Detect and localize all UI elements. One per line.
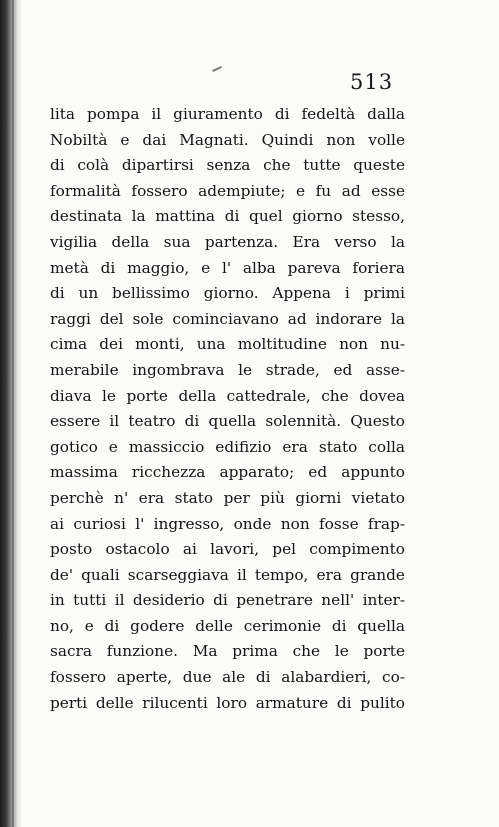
text-line: raggi del sole cominciavano ad indorare la xyxy=(50,309,405,328)
text-line: lita pompa il giuramento di fedeltà dalla xyxy=(50,105,405,123)
text-line: di colà dipartirsi senza che tutte queste xyxy=(50,156,405,175)
text-line: sacra funzione. Ma prima che le porte xyxy=(50,642,405,661)
text-line: vigilia della sua partenza. Era verso la xyxy=(50,232,405,251)
text-line: metà di maggio, e l' alba pareva foriera xyxy=(50,258,405,277)
text-line: Nobiltà e dai Magnati. Quindi non volle xyxy=(50,130,405,149)
text-line: di un bellissimo giorno. Appena i primi xyxy=(50,284,405,303)
text-line: fossero aperte, due ale di alabardieri, co- xyxy=(50,668,405,687)
book-gutter-line xyxy=(12,0,14,827)
text-line: formalità fossero adempiute; e fu ad esse xyxy=(50,181,405,200)
page-number: 513 xyxy=(350,70,394,94)
text-line: destinata la mattina di quel giorno stesso, xyxy=(50,207,405,226)
text-line: merabile ingombrava le strade, ed asse- xyxy=(50,360,405,379)
text-line: perchè n' era stato per più giorni vietato xyxy=(50,488,405,507)
body-text xyxy=(50,102,405,716)
book-spine-shadow xyxy=(0,0,22,827)
text-line: perti delle rilucenti loro armature di pulito xyxy=(50,693,405,712)
text-line: posto ostacolo ai lavori, pel compimento xyxy=(50,540,405,559)
paper-speck xyxy=(212,66,222,72)
text-line: essere il teatro di quella solennità. Questo xyxy=(50,412,405,431)
text-line: in tutti il desiderio di penetrare nell' inter- xyxy=(50,591,405,610)
text-line: massima ricchezza apparato; ed appunto xyxy=(50,463,405,482)
text-line: ai curiosi l' ingresso, onde non fosse frap- xyxy=(50,514,405,533)
text-line: de' quali scarseggiava il tempo, era grande xyxy=(50,565,405,584)
text-line: no, e di godere delle cerimonie di quella xyxy=(50,616,405,635)
text-line: gotico e massiccio edifizio era stato colla xyxy=(50,437,405,456)
text-line: diava le porte della cattedrale, che dovea xyxy=(50,386,405,405)
text-line: cima dei monti, una moltitudine non nu- xyxy=(50,335,405,354)
